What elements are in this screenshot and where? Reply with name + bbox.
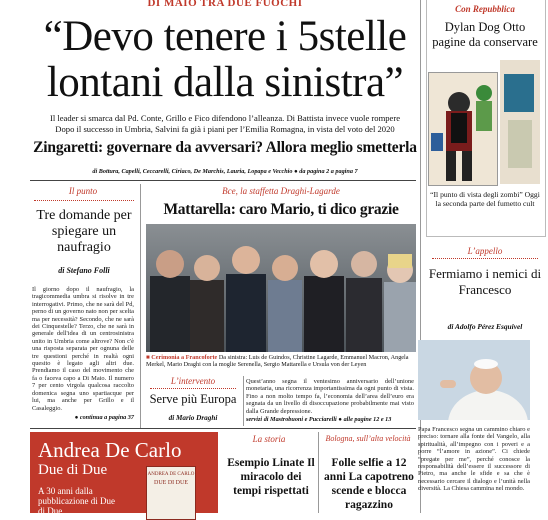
intervento-title[interactable]: Serve più Europa [149,392,237,406]
ilpunto-byline: di Stefano Folli [58,266,110,275]
photo-caption [146,354,416,369]
intervento-rubric: L’intervento [170,376,216,386]
divider-top [30,180,416,181]
pope-illustration [418,340,530,420]
summary-line-2: Dopo il successo in Umbria, Salvini fa già i piani per l’Emilia Romagna, in vista del voto del 2020 [55,124,395,134]
main-subhead[interactable]: Zingaretti: governare da avversari? Allora meglio smetterla [33,139,417,156]
ceremony-illustration [146,224,416,352]
ad-book [146,466,196,520]
ceremony-photo[interactable] [146,224,416,352]
caption-bold: ■ Cerimonia a Francoforte [146,354,218,361]
storia-divider [318,432,319,513]
ad-title: Due di Due [38,462,108,478]
ad-author: Andrea De Carlo [38,438,182,462]
ilpunto-title[interactable]: Tre domande per spiegare un naufragio [36,208,132,255]
appello-byline: di Adolfo Pérez Esquivel [447,322,523,331]
bologna-title[interactable]: Folle selfie a 12 anni La capotreno scende e blocca ragazzino [324,457,414,511]
storia-rubric: La storia [252,434,286,444]
pope-photo[interactable] [418,340,530,420]
intervento-service[interactable]: servizi di Mastrobuoni e Pucciarelli ● alle pagine 12 e 13 [246,416,392,423]
ilpunto-more[interactable]: ● continua a pagina 37 [74,414,134,421]
sidebar-title[interactable]: Dylan Dog Otto pagine da conservare [432,20,538,49]
comic-cover[interactable] [428,72,498,186]
appello-body: Papa Francesco segna un cammino chiaro e preciso: tornare alla fonte del Vangelo, alla spiritualità, all’impegno con i poveri e a porre “l’amore in azione”. Ci chiede “pregate per me”, perché conosce la responsabilità dell’essere il successore di Pietro, ma anche le sfide e sa che è necessario cercare il dialogo e l’unità nella diversità. La Chiesa cammina nel mondo. [418,426,530,493]
comic-illustration [429,73,497,185]
main-kicker: DI MAIO TRA DUE FUOCHI [147,0,303,9]
headline-line-1: “Devo tenere i 5stelle [43,13,407,60]
sidebar-rubric: Con Repubblica [455,4,515,14]
intervento-rule [150,388,236,389]
sidebar-caption: “Il punto di vista degli zombi” Oggi la seconda parte del fumetto cult [430,190,540,209]
ilpunto-rule [34,200,134,201]
main-credits: di Bottura, Capelli, Ceccarelli, Ciriaco, De Marchis, Lauria, Lopapa e Vecchio ● da pagina 2 a pagina 7 [92,168,358,175]
ilpunto-rubric: Il punto [68,186,98,196]
intervento-divider [243,376,244,426]
appello-title[interactable]: Fermiamo i nemici di Francesco [428,266,542,297]
main-summary [30,113,420,135]
ad-text: A 30 anni dalla pubblicazione di Due di Due [38,486,115,516]
storia-title[interactable]: Esempio Linate Il miracolo dei tempi rispettati [227,457,315,497]
book-author: ANDREA DE CARLO [147,472,195,477]
center-rubric: Bce, la staffetta Draghi-Lagarde [222,186,340,196]
appello-rubric: L’appello [467,246,503,256]
main-headline[interactable] [30,14,420,106]
bologna-rubric: Bologna, sull’alta velocità [325,434,411,443]
headline-line-2: lontani dalla sinistra” [46,59,404,106]
divider-mid [30,428,416,429]
book-ad[interactable] [30,432,218,516]
caption-text: Da sinistra: Luis de Guindos, Christine Lagarde, Emmanuel Macron, Angela Merkel, Mario Draghi con la moglie Serenella, Sergio Mattarella e Ursula von der Leyen [146,354,409,369]
intervento-byline: di Mario Draghi [168,414,218,422]
appello-rule [432,258,538,259]
summary-line-1: Il leader si smarca dal Pd. Conte, Grillo e Fico difendono l’alleanza. Di Battista invece vuole rompere [49,113,401,123]
intervento-body: Quest’anno segna il ventesimo anniversario dell’unione monetaria, una ricorrenza importantissima da ogni punto di vista. Fino a non molto tempo fa, l’economia dell’area dell’euro era segnata da un livello di disoccupazione probabilmente mai visto dalla Grande depressione. [246,378,414,414]
center-title[interactable]: Mattarella: caro Mario, ti dico grazie [163,201,399,218]
ilpunto-body: Il giorno dopo il naufragio, la tragicommedia umbra si risolve in tre interrogativi. Primo, che ne sarà del Pd, perno di un governo nato non per scelta ma per necessità? Secondo, che ne sarà dei Cinquestelle? Terzo, che ne sarà in generale dell'idea di un centrosinistra unito in Umbria come altrove? Non c'è una risposta separata per ognuna delle tre questioni perché in realtà ogni quesito è legato agli altri due. Prendiamo il caso del movimento che fa o faceva capo a Di Maio. Il numero 7 per cento virgola qualcosa raccolto domenica segna uno spartiacque per lui, ma anche per Grillo e il Casaleggio. [32,286,134,412]
comic-side [500,60,540,184]
book-title: DUE DI DUE [154,480,188,486]
col-divider-left [140,184,141,428]
